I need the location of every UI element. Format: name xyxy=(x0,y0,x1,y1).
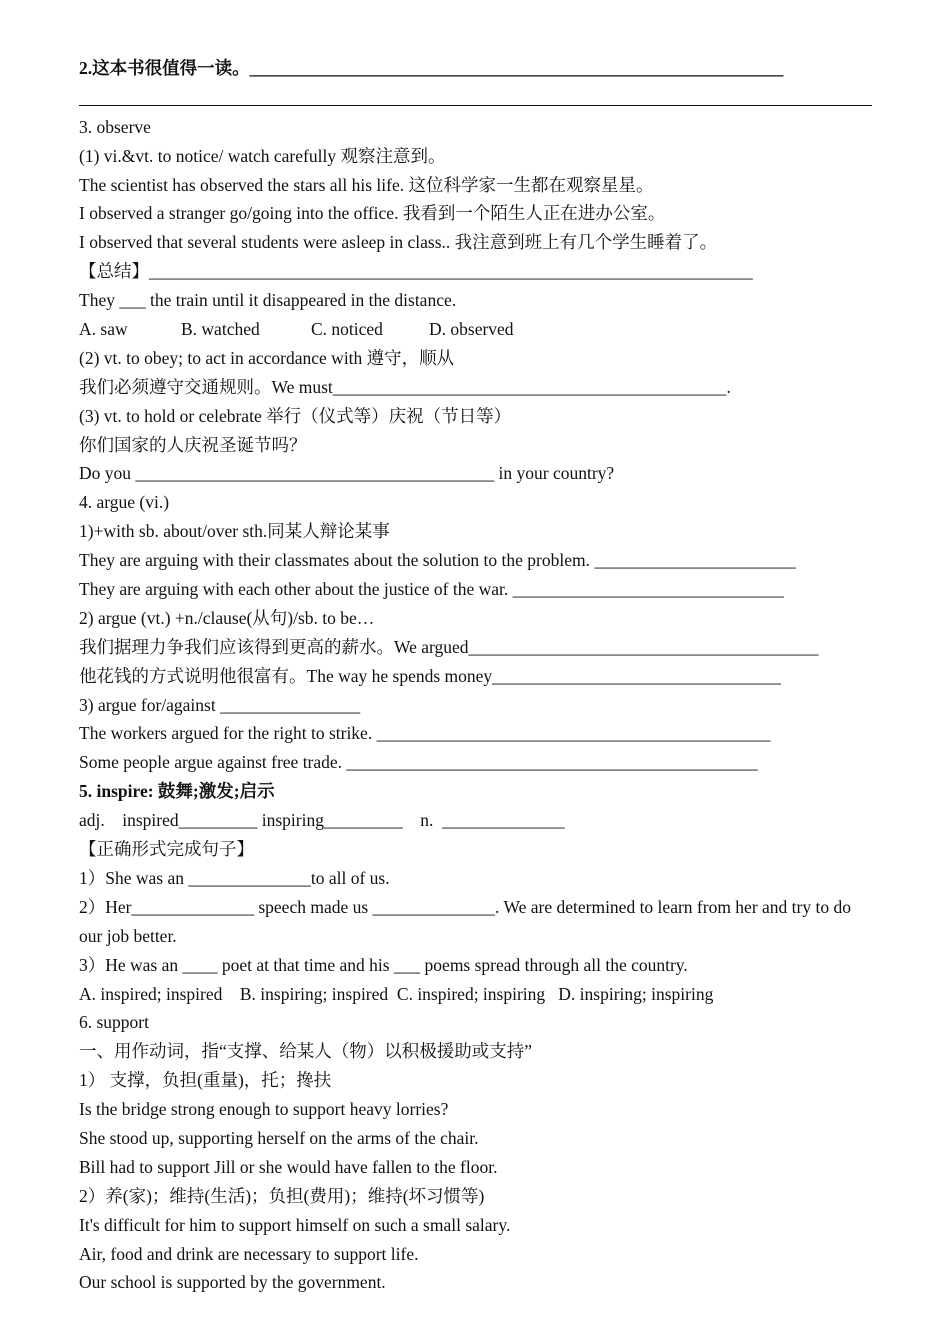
exercise-item: 2）Her______________ speech made us ______________. We are determined to learn from her and try to do our job better. xyxy=(79,896,851,946)
argue-sense-1: 1)+with sb. about/over sth.同某人辩论某事 xyxy=(79,521,390,542)
translation-prompt: 你们国家的人庆祝圣诞节吗？ xyxy=(79,434,307,455)
heading-inspire: 5. inspire: 鼓舞;激发;启示 xyxy=(79,781,275,802)
argue-sense-2: 2) argue (vt.) +n./clause(从句)/sb. to be… xyxy=(79,607,375,628)
observe-sense-2: (2) vt. to obey; to act in accordance with 遵守，顺从 xyxy=(79,347,455,368)
option-d: D. observed xyxy=(429,319,514,340)
support-usage: 一、用作动词，指“支撑、给某人（物）以积极援助或支持” xyxy=(79,1041,533,1062)
translation-exercise: 我们必须遵守交通规则。We must_____________________________________________. xyxy=(79,376,731,397)
example-sentence: Air, food and drink are necessary to support life. xyxy=(79,1243,419,1264)
example-sentence: I observed a stranger go/going into the office. 我看到一个陌生人正在进办公室。 xyxy=(79,203,666,224)
exercise-item: 3）He was an ____ poet at that time and his ___ poems spread through all the country. xyxy=(79,954,688,975)
example-sentence: It's difficult for him to support himself on such a small salary. xyxy=(79,1214,511,1235)
answer-line xyxy=(79,83,872,106)
observe-sense-3: (3) vt. to hold or celebrate 举行（仪式等）庆祝（节日等） xyxy=(79,405,512,426)
option-b: B. watched xyxy=(181,319,260,340)
example-sentence: Our school is supported by the government. xyxy=(79,1272,386,1293)
word-forms: adj. inspired_________ inspiring_________ n. ______________ xyxy=(79,810,565,831)
example-sentence: The scientist has observed the stars all his life. 这位科学家一生都在观察星星。 xyxy=(79,174,654,195)
heading-support: 6. support xyxy=(79,1012,149,1033)
observe-question: They ___ the train until it disappeared in the distance. xyxy=(79,290,457,311)
example-sentence: Some people argue against free trade. _______________________________________________ xyxy=(79,752,758,773)
example-sentence: Bill had to support Jill or she would have fallen to the floor. xyxy=(79,1156,498,1177)
item-2-translation-prompt: 2.这本书很值得一读。_____________________________________________________________ xyxy=(79,58,784,78)
observe-sense-1: (1) vi.&vt. to notice/ watch carefully 观察注意到。 xyxy=(79,145,446,166)
heading-observe: 3. observe xyxy=(79,116,151,137)
support-sense-1: 1） 支撑，负担(重量)，托；搀扶 xyxy=(79,1070,332,1091)
heading-argue: 4. argue (vi.) xyxy=(79,492,170,513)
worksheet-page xyxy=(79,54,872,1297)
translation-exercise: 我们据理力争我们应该得到更高的薪水。We argued________________________________________ xyxy=(79,636,819,657)
argue-sense-3: 3) argue for/against ________________ xyxy=(79,694,361,715)
translation-exercise: Do you _________________________________________ in your country? xyxy=(79,463,615,484)
option-c: C. noticed xyxy=(311,319,383,340)
example-sentence: The workers argued for the right to strike. _____________________________________________ xyxy=(79,723,771,744)
summary-blank: 【总结】_____________________________________________________________________ xyxy=(79,261,753,282)
example-sentence: Is the bridge strong enough to support heavy lorries? xyxy=(79,1099,449,1120)
example-sentence: She stood up, supporting herself on the arms of the chair. xyxy=(79,1127,479,1148)
observe-options xyxy=(79,315,872,344)
support-sense-2: 2）养(家)；维持(生活)；负担(费用)；维持(坏习惯等) xyxy=(79,1185,485,1206)
translation-exercise: 他花钱的方式说明他很富有。The way he spends money_________________________________ xyxy=(79,665,781,686)
example-sentence: They are arguing with their classmates about the solution to the problem. _______________________ xyxy=(79,550,796,571)
option-a: A. saw xyxy=(79,319,128,340)
exercise-instruction: 【正确形式完成句子】 xyxy=(79,839,254,860)
example-sentence: They are arguing with each other about the justice of the war. _______________________________ xyxy=(79,579,784,600)
exercise-item: 1）She was an ______________to all of us. xyxy=(79,867,390,888)
inspire-options: A. inspired; inspired B. inspiring; inspired C. inspired; inspiring D. inspiring; inspiring xyxy=(79,983,714,1004)
example-sentence: I observed that several students were asleep in class.. 我注意到班上有几个学生睡着了。 xyxy=(79,232,718,253)
